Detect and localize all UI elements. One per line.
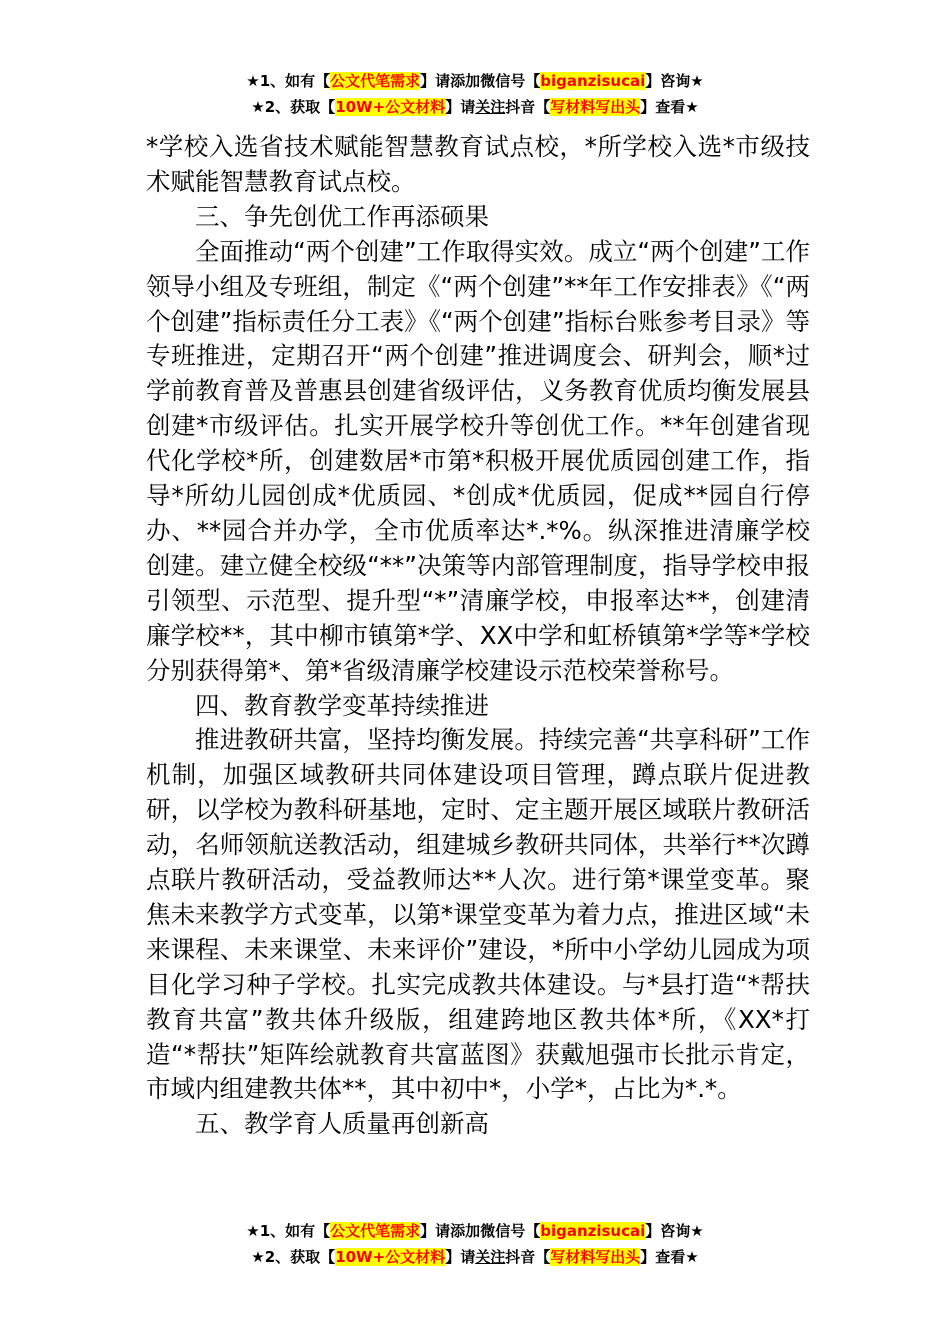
banner-text: ★2、获取【	[251, 1248, 336, 1266]
paragraph: 全面推动“两个创建”工作取得实效。成立“两个创建”工作领导小组及专班组，制定《“两个创建”**年工作安排表》《“两个创建”指标责任分工表》《“两个创建”指标台账参考目录》等专班推进，定期召开“两个创建”推进调度会、研判会，顺*过学前教育普及普惠县创建省级评估，义务教育优质均衡发展县创建*市级评估。扎实开展学校升等创优工作。**年创建省现代化学校*所，创建数居*市第*积极开展优质园创建工作，指导*所幼儿园创成*优质园、*创成*优质园，促成**园自行停办、**园合并办学，全市优质率达*.*%。纵深推进清廉学校创建。建立健全校级“**”决策等内部管理制度，指导学校申报引领型、示范型、提升型“*”清廉学校，申报率达**，创建清廉学校**，其中柳市镇第*学、XX中学和虹桥镇第*学等*学校分别获得第*、第*省级清廉学校建设示范校荣誉称号。	[146, 236, 810, 685]
banner-text: 】咨询★	[645, 72, 704, 90]
paragraph: 推进教研共富，坚持均衡发展。持续完善“共享科研”工作机制，加强区域教研共同体建设项目管理，蹲点联片促进教研，以学校为教科研基地，定时、定主题开展区域联片教研活动，名师领航送教活动，组建城乡教研共同体，共举行**次蹲点联片教研活动，受益教师达**人次。进行第*课堂变革。聚焦未来教学方式变革，以第*课堂变革为着力点，推进区域“未来课程、未来课堂、未来评价”建设，*所中小学幼儿园成为项目化学习种子学校。扎实完成教共体建设。与*县打造“*帮扶 教育共富”教共体升级版，组建跨地区教共体*所，《XX*打造“*帮扶”矩阵绘就教育共富蓝图》获戴旭强市长批示肯定，市域内组建教共体**，其中初中*，小学*，占比为*.*。	[146, 725, 810, 1104]
banner-line-2	[0, 94, 950, 120]
banner-text: 】请	[445, 1248, 476, 1266]
highlight-service: 公文代笔需求	[330, 72, 421, 90]
banner-text: 】咨询★	[645, 1222, 704, 1240]
footer-banner	[0, 1218, 950, 1270]
banner-text: 】请	[445, 98, 476, 116]
banner-text: ★1、如有【	[246, 1222, 331, 1240]
banner-text: 抖音【	[505, 1248, 551, 1266]
banner-line-1	[0, 1218, 950, 1244]
highlight-materials: 10W+公文材料	[335, 98, 446, 116]
paragraph: *学校入选省技术赋能智慧教育试点校，*所学校入选*市级技术赋能智慧教育试点校。	[146, 132, 810, 196]
section-heading: 三、争先创优工作再添硕果	[195, 201, 489, 231]
underlined-follow: 关注	[475, 98, 506, 116]
section-heading: 五、教学育人质量再创新高	[195, 1109, 489, 1139]
banner-line-1	[0, 68, 950, 94]
banner-line-2	[0, 1244, 950, 1270]
banner-text: 】查看★	[640, 98, 699, 116]
highlight-service: 公文代笔需求	[330, 1222, 421, 1240]
banner-text: 微信号【	[480, 1222, 541, 1240]
underlined-follow: 关注	[475, 1248, 506, 1266]
highlight-materials: 10W+公文材料	[335, 1248, 446, 1266]
highlight-douyin: 写材料写出头	[550, 98, 641, 116]
banner-text: 抖音【	[505, 98, 551, 116]
banner-text: 】查看★	[640, 1248, 699, 1266]
banner-text: ★2、获取【	[251, 98, 336, 116]
section-heading: 四、教育教学变革持续推进	[195, 690, 489, 720]
highlight-douyin: 写材料写出头	[550, 1248, 641, 1266]
highlight-wechat-id: biganzisucai	[540, 1222, 646, 1240]
banner-text: 】请添加	[420, 1222, 481, 1240]
header-banner	[0, 68, 950, 120]
document-body	[146, 130, 810, 1142]
banner-text: 】请添加	[420, 72, 481, 90]
highlight-wechat-id: biganzisucai	[540, 72, 646, 90]
banner-text: ★1、如有【	[246, 72, 331, 90]
banner-text: 微信号【	[480, 72, 541, 90]
